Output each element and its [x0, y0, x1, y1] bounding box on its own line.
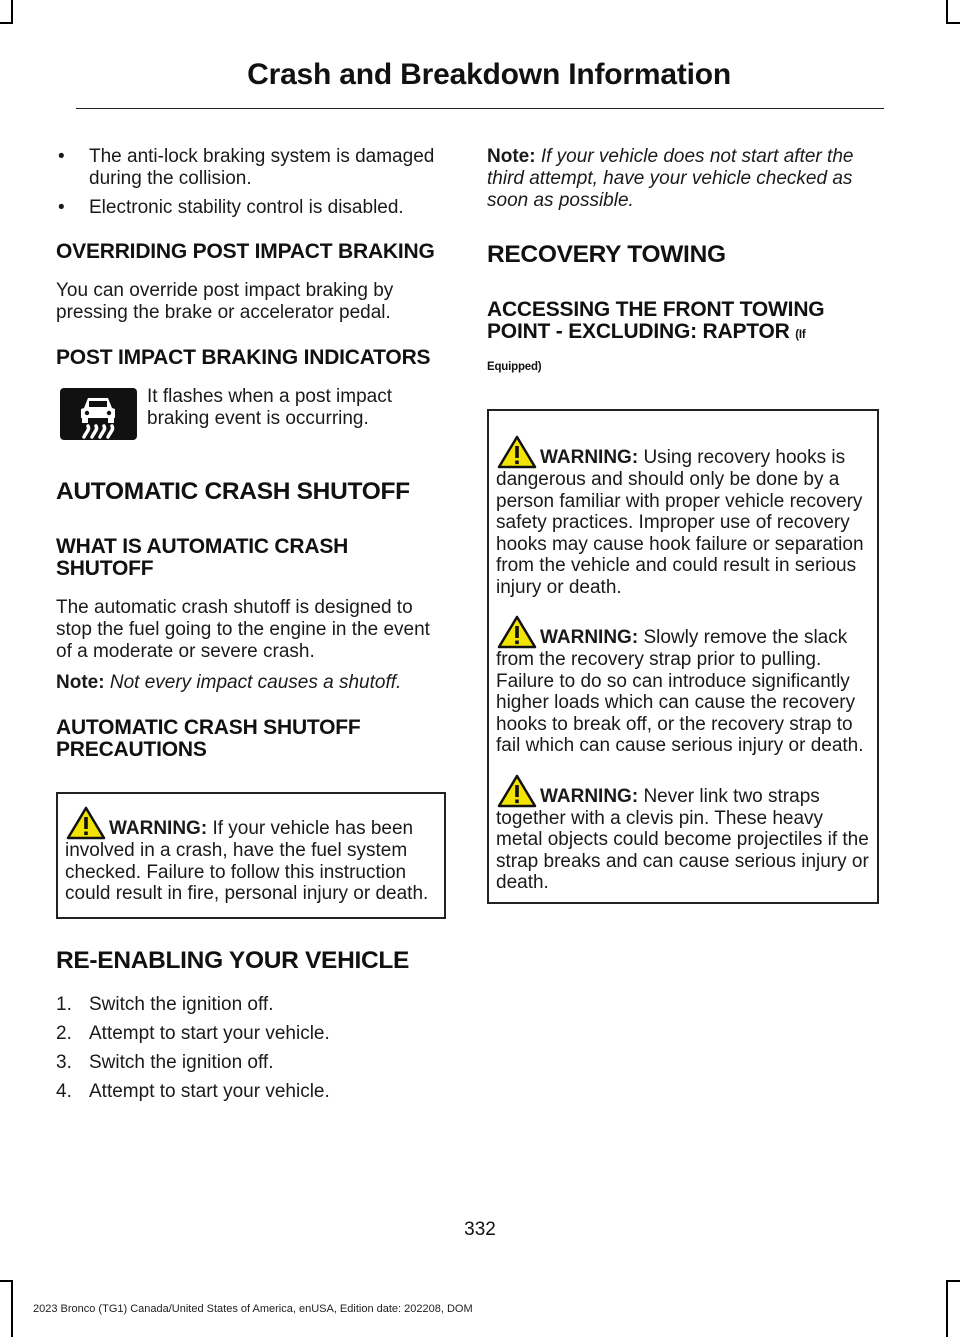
page-number: 332	[464, 1219, 496, 1240]
note	[56, 672, 446, 694]
section-heading-recovery: RECOVERY TOWING	[487, 241, 726, 268]
crop-mark-top-left-v	[11, 0, 13, 24]
list-item: 1. Switch the ignition off.	[56, 993, 274, 1015]
crop-mark-bottom-left-h	[0, 1280, 13, 1282]
list-item: 3. Switch the ignition off.	[56, 1051, 274, 1073]
section-heading-towing: ACCESSING THE FRONT TOWING POINT - EXCLUDING: RAPTOR (If Equipped)	[487, 298, 825, 373]
right-column	[487, 146, 879, 904]
list-item: • Electronic stability control is disabled.	[58, 197, 404, 218]
section-heading-precautions: AUTOMATIC CRASH SHUTOFF PRECAUTIONS	[56, 716, 361, 761]
note-text: If your vehicle does not start after the third attempt, have your vehicle checked as soon as possible.	[487, 146, 854, 211]
warning-triangle-icon	[66, 806, 106, 840]
warning-triangle-icon	[497, 774, 537, 808]
warning-triangle-icon	[497, 615, 537, 649]
page-title: Crash and Breakdown Information	[247, 58, 731, 91]
list-item: • The anti-lock braking system is damaged during the collision.	[58, 146, 435, 189]
steps-list	[56, 994, 446, 1103]
bullet-list	[56, 146, 446, 219]
footer-edition-info: 2023 Bronco (TG1) Canada/United States of America, enUSA, Edition date: 202208, DOM	[33, 1303, 473, 1315]
warning-text: Using recovery hooks is dangerous and should only be done by a person familiar with proper vehicle recovery safety practices. Improper use of recovery hooks may cause hook failure or separation from the vehicle and could result in serious injury or death.	[496, 447, 864, 598]
note	[487, 146, 879, 212]
crop-mark-bottom-right-v	[946, 1280, 948, 1337]
crop-mark-top-right-v	[946, 0, 948, 24]
list-item: 2. Attempt to start your vehicle.	[56, 1022, 330, 1044]
warning-text: Never link two straps together with a clevis pin. These heavy metal objects could become projectiles if the strap breaks and can cause serious injury or death.	[496, 785, 869, 893]
crop-mark-top-left-h	[0, 22, 13, 24]
note-label: Note:	[487, 146, 536, 167]
what-is-paragraph: The automatic crash shutoff is designed to stop the fuel going to the engine in the event of a moderate or severe crash.	[56, 597, 430, 662]
note-label: Note:	[56, 672, 105, 693]
skidding-vehicle-icon	[60, 388, 137, 440]
section-heading-shutoff: AUTOMATIC CRASH SHUTOFF	[56, 478, 410, 505]
warning-paragraph	[65, 806, 436, 905]
warning-label: WARNING:	[540, 785, 639, 807]
warning-paragraph	[496, 615, 869, 757]
warning-label: WARNING:	[540, 627, 639, 648]
section-heading-indicators: POST IMPACT BRAKING INDICATORS	[56, 346, 431, 369]
warning-box	[56, 792, 446, 919]
warning-paragraph	[496, 435, 869, 598]
note-text: Not every impact causes a shutoff.	[109, 672, 402, 693]
warning-text: Slowly remove the slack from the recovery strap prior to pulling. Failure to do so can introduce significantly higher loads which can cause the recovery hooks to break off, or the recovery strap to fail which can cause serious injury or death.	[496, 627, 864, 756]
crop-mark-bottom-left-v	[11, 1280, 13, 1337]
crop-mark-top-right-h	[946, 22, 960, 24]
section-heading-reenabling: RE-ENABLING YOUR VEHICLE	[56, 946, 410, 974]
overriding-paragraph: You can override post impact braking by pressing the brake or accelerator pedal.	[56, 280, 394, 323]
warning-label: WARNING:	[540, 447, 639, 468]
indicator-row	[56, 386, 446, 444]
section-heading-overriding: OVERRIDING POST IMPACT BRAKING	[56, 240, 435, 263]
indicator-description: It flashes when a post impact braking event is occurring.	[147, 386, 393, 429]
page-header	[76, 56, 884, 109]
warning-label: WARNING:	[109, 818, 208, 839]
warning-paragraph	[496, 774, 869, 894]
section-heading-what-is: WHAT IS AUTOMATIC CRASH SHUTOFF	[56, 535, 349, 580]
warning-box	[487, 409, 879, 904]
left-column	[56, 146, 446, 1110]
warning-text: If your vehicle has been involved in a crash, have the fuel system checked. Failure to follow this instruction could result in fire, personal injury or death.	[65, 818, 429, 904]
list-item: 4. Attempt to start your vehicle.	[56, 1080, 330, 1102]
crop-mark-bottom-right-h	[946, 1280, 960, 1282]
warning-triangle-icon	[497, 435, 537, 469]
